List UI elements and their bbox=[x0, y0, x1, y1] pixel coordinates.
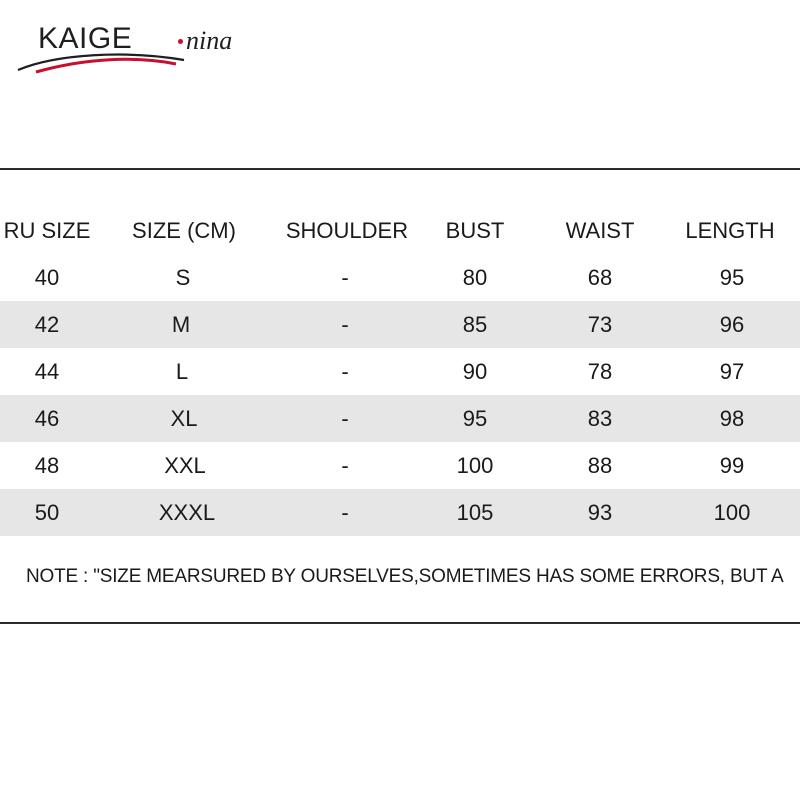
table-row bbox=[0, 348, 800, 395]
table-row bbox=[0, 442, 800, 489]
column-header: RU SIZE bbox=[3, 218, 91, 243]
column-header: WAIST bbox=[565, 218, 635, 243]
table-cell: XL bbox=[170, 406, 198, 431]
table-cell: 46 bbox=[34, 406, 60, 431]
logo-suffix: nina bbox=[186, 26, 233, 55]
table-cell: 73 bbox=[587, 312, 613, 337]
table-row bbox=[0, 395, 800, 442]
table-cell: 95 bbox=[719, 265, 745, 290]
table-row bbox=[0, 254, 800, 301]
table-cell: - bbox=[341, 359, 349, 384]
table-cell: 68 bbox=[587, 265, 613, 290]
logo-wordmark: KAIGE bbox=[38, 22, 133, 55]
size-chart-table bbox=[0, 207, 800, 536]
table-cell: 83 bbox=[587, 406, 613, 431]
table-cell: - bbox=[341, 406, 349, 431]
table-row bbox=[0, 489, 800, 536]
table-cell: 85 bbox=[462, 312, 488, 337]
table-cell: 42 bbox=[34, 312, 60, 337]
table-cell: 48 bbox=[34, 453, 60, 478]
table-cell: L bbox=[175, 359, 189, 384]
logo-dot bbox=[178, 39, 183, 44]
table-cell: 95 bbox=[462, 406, 488, 431]
column-header: SIZE (CM) bbox=[132, 218, 236, 243]
table-cell: 90 bbox=[462, 359, 488, 384]
column-header: LENGTH bbox=[685, 218, 775, 243]
table-header-row bbox=[0, 207, 800, 254]
table-cell: 93 bbox=[587, 500, 613, 525]
table-cell: XXL bbox=[164, 453, 206, 478]
table-cell: 78 bbox=[587, 359, 613, 384]
size-note: NOTE : "SIZE MEARSURED BY OURSELVES,SOMETIMES HAS SOME ERRORS, BUT A bbox=[26, 566, 784, 587]
table-cell: - bbox=[341, 453, 349, 478]
frame-top-rule bbox=[0, 168, 800, 170]
column-header: SHOULDER bbox=[285, 218, 409, 243]
table-cell: 98 bbox=[719, 406, 745, 431]
table-cell: 96 bbox=[719, 312, 745, 337]
table-cell: M bbox=[171, 312, 191, 337]
brand-logo bbox=[16, 20, 256, 76]
table-cell: - bbox=[341, 500, 349, 525]
table-cell: 100 bbox=[456, 453, 494, 478]
table-cell: 105 bbox=[456, 500, 494, 525]
table-cell: 80 bbox=[462, 265, 488, 290]
table-cell: S bbox=[175, 265, 191, 290]
table-cell: 40 bbox=[34, 265, 60, 290]
table-row bbox=[0, 301, 800, 348]
table-cell: 50 bbox=[34, 500, 60, 525]
table-cell: 100 bbox=[713, 500, 751, 525]
table-cell: 88 bbox=[587, 453, 613, 478]
table-cell: XXXL bbox=[158, 500, 216, 525]
frame-bottom-rule bbox=[0, 622, 800, 624]
table-cell: 44 bbox=[34, 359, 60, 384]
table-cell: - bbox=[341, 265, 349, 290]
table-cell: - bbox=[341, 312, 349, 337]
table-cell: 99 bbox=[719, 453, 745, 478]
table-cell: 97 bbox=[719, 359, 745, 384]
column-header: BUST bbox=[445, 218, 505, 243]
